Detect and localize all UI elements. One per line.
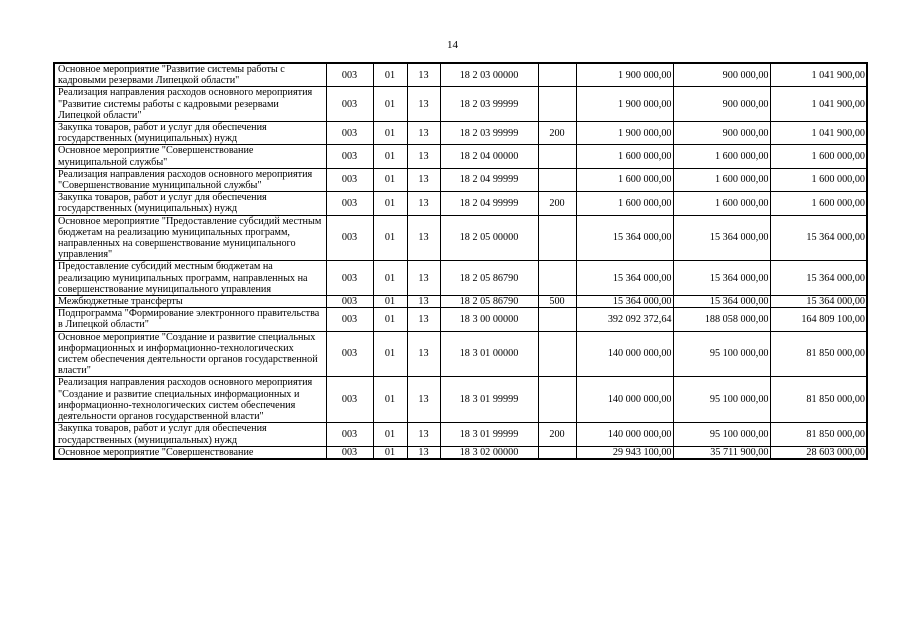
- table-row: [54, 63, 867, 87]
- row-sum-year-2: 1 600 000,00: [673, 192, 770, 215]
- row-subsection-code: 13: [407, 296, 440, 308]
- row-name: Реализация направления расходов основного мероприятия "Развитие системы работы с кадровыми резервами Липецкой области": [54, 87, 326, 122]
- row-expense-type: 200: [538, 122, 576, 145]
- row-subsection-code: 13: [407, 377, 440, 423]
- row-sum-year-1: 15 364 000,00: [576, 261, 673, 296]
- row-sum-year-2: 1 600 000,00: [673, 145, 770, 168]
- row-section-code: 01: [373, 331, 407, 377]
- row-sum-year-3: 81 850 000,00: [770, 377, 867, 423]
- row-ved-code: 003: [326, 308, 373, 331]
- row-section-code: 01: [373, 261, 407, 296]
- row-ved-code: 003: [326, 423, 373, 446]
- row-sum-year-2: 900 000,00: [673, 63, 770, 87]
- row-ved-code: 003: [326, 296, 373, 308]
- row-sum-year-3: 28 603 000,00: [770, 446, 867, 459]
- row-subsection-code: 13: [407, 308, 440, 331]
- row-sum-year-2: 900 000,00: [673, 122, 770, 145]
- row-sum-year-1: 140 000 000,00: [576, 377, 673, 423]
- row-sum-year-3: 81 850 000,00: [770, 423, 867, 446]
- row-sum-year-3: 1 600 000,00: [770, 145, 867, 168]
- table-row: [54, 446, 867, 459]
- row-section-code: 01: [373, 122, 407, 145]
- row-sum-year-1: 140 000 000,00: [576, 423, 673, 446]
- table-row: [54, 168, 867, 191]
- row-sum-year-3: 1 600 000,00: [770, 168, 867, 191]
- row-sum-year-1: 1 900 000,00: [576, 87, 673, 122]
- row-section-code: 01: [373, 296, 407, 308]
- row-expense-type: [538, 446, 576, 459]
- row-sum-year-2: 95 100 000,00: [673, 423, 770, 446]
- row-target-article: 18 2 05 00000: [440, 215, 538, 261]
- row-expense-type: [538, 87, 576, 122]
- row-sum-year-2: 15 364 000,00: [673, 296, 770, 308]
- row-ved-code: 003: [326, 63, 373, 87]
- row-subsection-code: 13: [407, 446, 440, 459]
- row-section-code: 01: [373, 87, 407, 122]
- row-subsection-code: 13: [407, 423, 440, 446]
- row-sum-year-2: 1 600 000,00: [673, 168, 770, 191]
- table-row: [54, 87, 867, 122]
- row-subsection-code: 13: [407, 122, 440, 145]
- row-ved-code: 003: [326, 261, 373, 296]
- row-name: Подпрограмма "Формирование электронного правительства в Липецкой области": [54, 308, 326, 331]
- row-subsection-code: 13: [407, 145, 440, 168]
- row-name: Предоставление субсидий местным бюджетам на реализацию муниципальных программ, направленных на совершенствование муниципального управления: [54, 261, 326, 296]
- budget-table: [53, 62, 868, 460]
- table-row: [54, 261, 867, 296]
- row-sum-year-2: 35 711 900,00: [673, 446, 770, 459]
- row-sum-year-3: 164 809 100,00: [770, 308, 867, 331]
- row-subsection-code: 13: [407, 331, 440, 377]
- row-subsection-code: 13: [407, 215, 440, 261]
- row-sum-year-2: 15 364 000,00: [673, 261, 770, 296]
- row-section-code: 01: [373, 192, 407, 215]
- row-ved-code: 003: [326, 122, 373, 145]
- page-number: 14: [447, 39, 458, 51]
- table-row: [54, 145, 867, 168]
- row-ved-code: 003: [326, 377, 373, 423]
- row-target-article: 18 2 03 99999: [440, 122, 538, 145]
- row-sum-year-3: 81 850 000,00: [770, 331, 867, 377]
- row-name: Основное мероприятие "Предоставление субсидий местным бюджетам на реализацию муниципальных программ, направленных на совершенствование муниципального управления": [54, 215, 326, 261]
- row-name: Закупка товаров, работ и услуг для обеспечения государственных (муниципальных) нужд: [54, 192, 326, 215]
- row-target-article: 18 2 05 86790: [440, 261, 538, 296]
- table-row: [54, 296, 867, 308]
- row-sum-year-2: 95 100 000,00: [673, 331, 770, 377]
- row-target-article: 18 2 04 00000: [440, 145, 538, 168]
- row-section-code: 01: [373, 308, 407, 331]
- row-sum-year-3: 15 364 000,00: [770, 215, 867, 261]
- table-body: [54, 63, 867, 459]
- row-expense-type: 200: [538, 192, 576, 215]
- row-sum-year-3: 1 600 000,00: [770, 192, 867, 215]
- table-row: [54, 122, 867, 145]
- row-target-article: 18 3 00 00000: [440, 308, 538, 331]
- row-name: Основное мероприятие "Развитие системы работы с кадровыми резервами Липецкой области": [54, 63, 326, 87]
- row-subsection-code: 13: [407, 192, 440, 215]
- row-section-code: 01: [373, 446, 407, 459]
- row-section-code: 01: [373, 63, 407, 87]
- row-section-code: 01: [373, 215, 407, 261]
- row-subsection-code: 13: [407, 261, 440, 296]
- row-expense-type: [538, 331, 576, 377]
- row-target-article: 18 3 01 00000: [440, 331, 538, 377]
- row-sum-year-2: 95 100 000,00: [673, 377, 770, 423]
- row-target-article: 18 2 04 99999: [440, 168, 538, 191]
- table-row: [54, 423, 867, 446]
- row-target-article: 18 2 03 00000: [440, 63, 538, 87]
- row-expense-type: [538, 145, 576, 168]
- row-target-article: 18 2 04 99999: [440, 192, 538, 215]
- row-expense-type: 500: [538, 296, 576, 308]
- row-subsection-code: 13: [407, 87, 440, 122]
- row-section-code: 01: [373, 423, 407, 446]
- table-row: [54, 215, 867, 261]
- row-sum-year-3: 1 041 900,00: [770, 63, 867, 87]
- row-sum-year-1: 15 364 000,00: [576, 215, 673, 261]
- row-target-article: 18 3 01 99999: [440, 377, 538, 423]
- row-section-code: 01: [373, 168, 407, 191]
- row-ved-code: 003: [326, 215, 373, 261]
- row-ved-code: 003: [326, 87, 373, 122]
- row-expense-type: [538, 261, 576, 296]
- row-name: Закупка товаров, работ и услуг для обеспечения государственных (муниципальных) нужд: [54, 122, 326, 145]
- row-expense-type: [538, 63, 576, 87]
- row-ved-code: 003: [326, 192, 373, 215]
- row-sum-year-1: 15 364 000,00: [576, 296, 673, 308]
- row-sum-year-3: 15 364 000,00: [770, 261, 867, 296]
- table-row: [54, 377, 867, 423]
- row-sum-year-3: 1 041 900,00: [770, 87, 867, 122]
- table-row: [54, 331, 867, 377]
- row-target-article: 18 2 05 86790: [440, 296, 538, 308]
- row-sum-year-1: 1 900 000,00: [576, 63, 673, 87]
- row-sum-year-2: 900 000,00: [673, 87, 770, 122]
- row-section-code: 01: [373, 377, 407, 423]
- row-name: Основное мероприятие "Совершенствование: [54, 446, 326, 459]
- row-target-article: 18 3 02 00000: [440, 446, 538, 459]
- row-name: Основное мероприятие "Создание и развитие специальных информационных и информационно-технологических систем обеспечения деятельности органов государственной власти": [54, 331, 326, 377]
- row-name: Реализация направления расходов основного мероприятия "Совершенствование муниципальной службы": [54, 168, 326, 191]
- row-sum-year-1: 1 600 000,00: [576, 145, 673, 168]
- row-sum-year-3: 1 041 900,00: [770, 122, 867, 145]
- row-expense-type: [538, 215, 576, 261]
- row-sum-year-2: 15 364 000,00: [673, 215, 770, 261]
- row-ved-code: 003: [326, 168, 373, 191]
- row-expense-type: [538, 168, 576, 191]
- row-ved-code: 003: [326, 145, 373, 168]
- row-name: Закупка товаров, работ и услуг для обеспечения государственных (муниципальных) нужд: [54, 423, 326, 446]
- table-row: [54, 192, 867, 215]
- row-name: Реализация направления расходов основного мероприятия "Создание и развитие специальных информационных и информационно-технологических систем обеспечения деятельности органов государственной власти": [54, 377, 326, 423]
- row-subsection-code: 13: [407, 63, 440, 87]
- row-sum-year-1: 29 943 100,00: [576, 446, 673, 459]
- row-name: Межбюджетные трансферты: [54, 296, 326, 308]
- row-expense-type: [538, 308, 576, 331]
- row-expense-type: [538, 377, 576, 423]
- row-name: Основное мероприятие "Совершенствование муниципальной службы": [54, 145, 326, 168]
- row-sum-year-1: 1 600 000,00: [576, 168, 673, 191]
- row-ved-code: 003: [326, 331, 373, 377]
- row-expense-type: 200: [538, 423, 576, 446]
- row-target-article: 18 3 01 99999: [440, 423, 538, 446]
- row-sum-year-3: 15 364 000,00: [770, 296, 867, 308]
- row-sum-year-1: 1 900 000,00: [576, 122, 673, 145]
- row-subsection-code: 13: [407, 168, 440, 191]
- row-sum-year-1: 140 000 000,00: [576, 331, 673, 377]
- table-row: [54, 308, 867, 331]
- row-ved-code: 003: [326, 446, 373, 459]
- row-sum-year-1: 1 600 000,00: [576, 192, 673, 215]
- row-target-article: 18 2 03 99999: [440, 87, 538, 122]
- row-sum-year-1: 392 092 372,64: [576, 308, 673, 331]
- row-section-code: 01: [373, 145, 407, 168]
- row-sum-year-2: 188 058 000,00: [673, 308, 770, 331]
